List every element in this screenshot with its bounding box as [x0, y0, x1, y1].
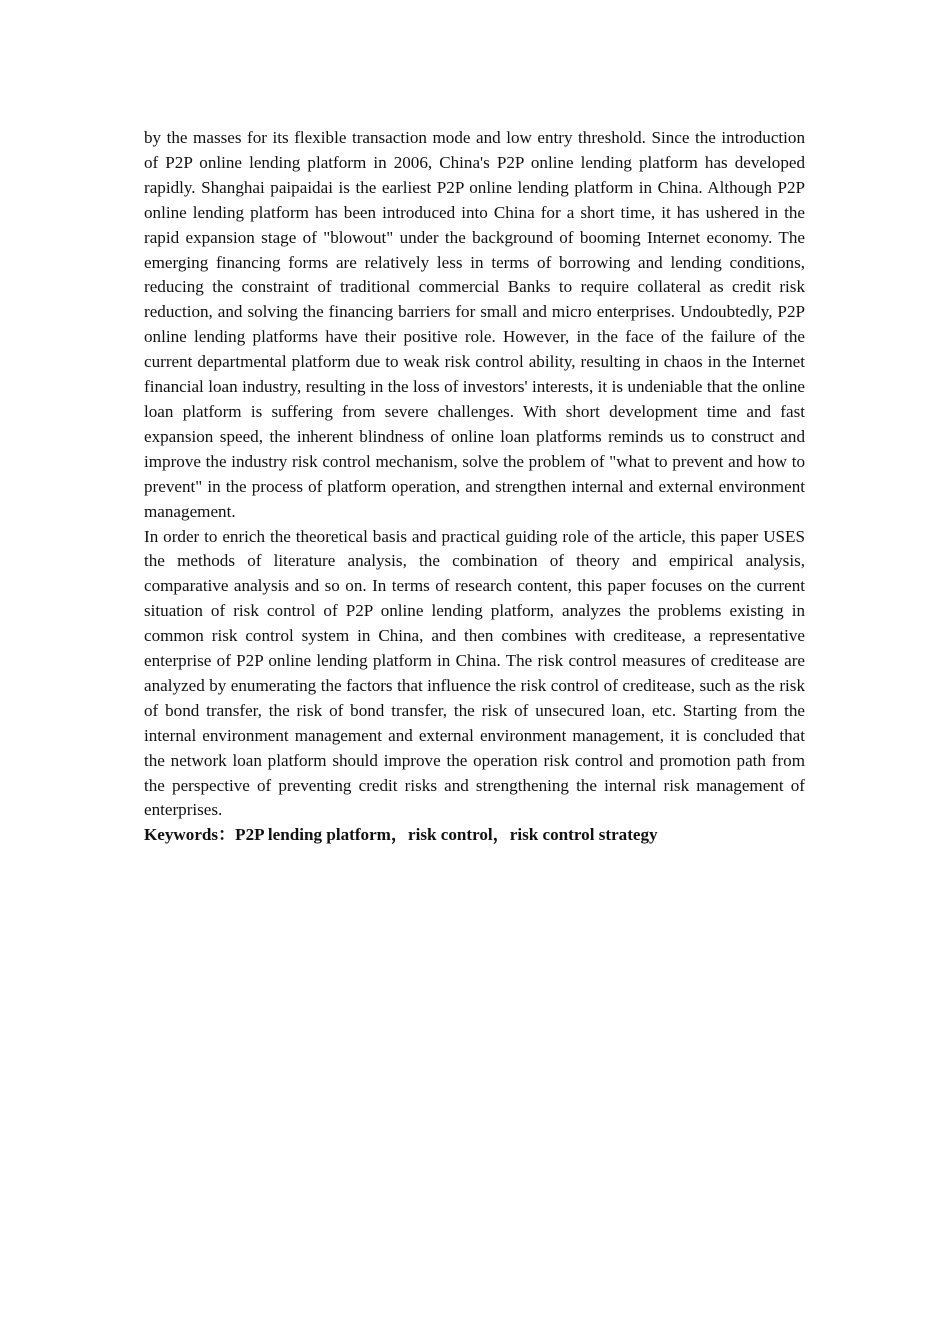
abstract-body: [144, 126, 805, 848]
paragraph-1: by the masses for its flexible transaction mode and low entry threshold. Since the introduction of P2P online lending platform in 2006, China's P2P online lending platform has developed rapidly. Shanghai paipaidai is the earliest P2P online lending platform in China. Although P2P online lending platform has been introduced into China for a short time, it has ushered in the rapid expansion stage of "blowout" under the background of booming Internet economy. The emerging financing forms are relatively less in terms of borrowing and lending conditions, reducing the constraint of traditional commercial Banks to require collateral as credit risk reduction, and solving the financing barriers for small and micro enterprises. Undoubtedly, P2P online lending platforms have their positive role. However, in the face of the failure of the current departmental platform due to weak risk control ability, resulting in chaos in the Internet financial loan industry, resulting in the loss of investors' interests, it is undeniable that the online loan platform is suffering from severe challenges. With short development time and fast expansion speed, the inherent blindness of online loan platforms reminds us to construct and improve the industry risk control mechanism, solve the problem of "what to prevent and how to prevent" in the process of platform operation, and strengthen internal and external environment management.: [144, 128, 805, 521]
keywords-line: Keywords：P2P lending platform，risk control，risk control strategy: [144, 825, 658, 845]
paragraph-2: In order to enrich the theoretical basis and practical guiding role of the article, this paper USES the methods of literature analysis, the combination of theory and empirical analysis, comparative analysis and so on. In terms of research content, this paper focuses on the current situation of risk control of P2P online lending platform, analyzes the problems existing in common risk control system in China, and then combines with creditease, a representative enterprise of P2P online lending platform in China. The risk control measures of creditease are analyzed by enumerating the factors that influence the risk control of creditease, such as the risk of bond transfer, the risk of bond transfer, the risk of unsecured loan, etc. Starting from the internal environment management and external environment management, it is concluded that the network loan platform should improve the operation risk control and promotion path from the perspective of preventing credit risks and strengthening the internal risk management of enterprises.: [144, 526, 805, 820]
